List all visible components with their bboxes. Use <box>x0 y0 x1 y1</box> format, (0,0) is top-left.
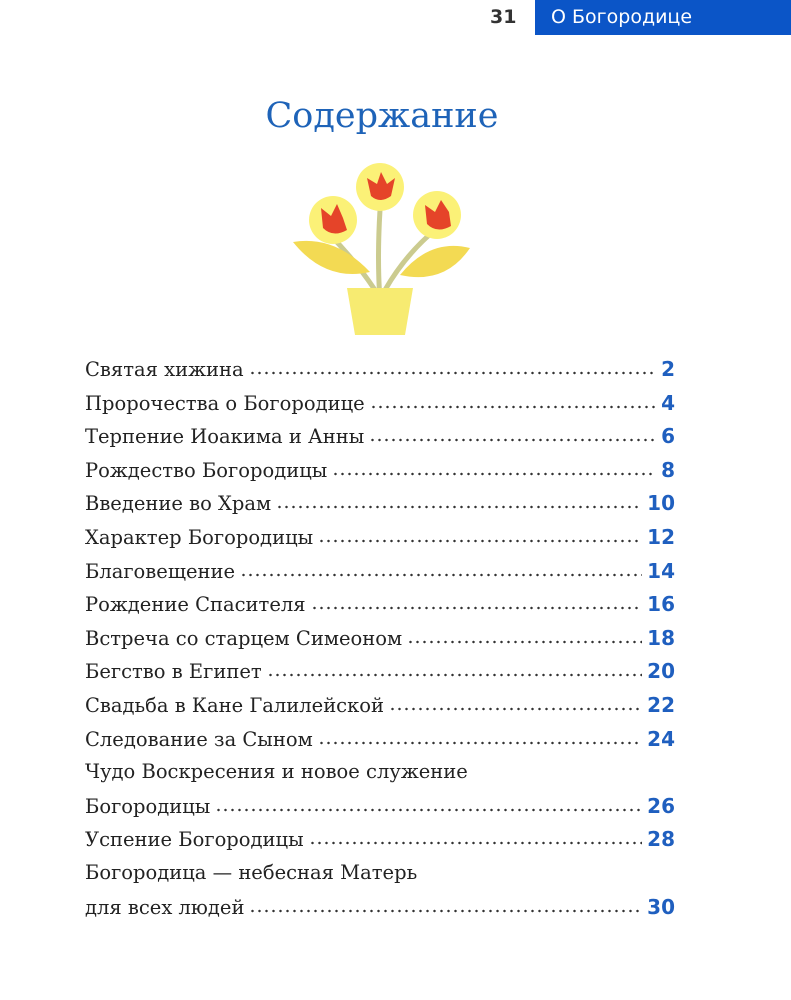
toc-entry-title: Свадьба в Кане Галилейской <box>85 693 385 717</box>
toc-entry-title: Богородицы <box>85 794 211 818</box>
toc-page-number: 4 <box>661 390 675 415</box>
page-title: Содержание <box>265 96 499 136</box>
toc-entry[interactable] <box>85 491 675 525</box>
toc-page-number: 30 <box>647 894 675 919</box>
dot-leader <box>389 707 642 711</box>
toc-entry[interactable] <box>85 626 675 660</box>
dot-leader <box>369 438 656 442</box>
toc-page-number: 26 <box>647 793 675 818</box>
toc-page-number: 14 <box>647 558 675 583</box>
toc-entry-title: Благовещение <box>85 559 236 583</box>
dot-leader <box>215 808 642 812</box>
toc-page-number: 16 <box>647 592 675 617</box>
toc-entry[interactable] <box>85 895 675 929</box>
dot-leader <box>318 539 642 543</box>
toc-entry[interactable] <box>85 727 675 761</box>
toc-page-number: 12 <box>647 524 675 549</box>
dot-leader <box>276 505 642 509</box>
dot-leader <box>311 606 643 610</box>
toc-page-number: 18 <box>647 625 675 650</box>
toc-entry[interactable] <box>85 794 675 828</box>
dot-leader <box>407 640 642 644</box>
toc-entry-line <box>85 760 675 794</box>
toc-entry-title: Рождество Богородицы <box>85 458 328 482</box>
toc-entry-title: Бегство в Египет <box>85 660 262 684</box>
toc-entry-title: Богородица — небесная Матерь <box>85 860 418 884</box>
dot-leader <box>309 841 643 845</box>
dot-leader <box>370 405 656 409</box>
section-header: О Богородице <box>535 0 791 35</box>
toc-entry-title: Чудо Воскресения и новое служение <box>85 760 468 784</box>
dot-leader <box>240 573 642 577</box>
dot-leader <box>318 741 642 745</box>
toc-page-number: 2 <box>661 357 675 381</box>
dot-leader <box>267 673 642 677</box>
toc-page-number: 8 <box>661 457 675 482</box>
toc-entry[interactable] <box>85 525 675 559</box>
toc-entry-title: Введение во Храм <box>85 492 272 516</box>
toc-entry-title: Рождение Спасителя <box>85 593 306 617</box>
toc-entry[interactable] <box>85 357 675 391</box>
table-of-contents <box>85 357 675 928</box>
toc-entry-title: Следование за Сыном <box>85 727 313 751</box>
toc-page-number: 10 <box>647 491 675 516</box>
toc-entry-title: для всех людей <box>85 895 245 919</box>
toc-page-number: 24 <box>647 726 675 751</box>
toc-entry[interactable] <box>85 458 675 492</box>
toc-entry[interactable] <box>85 659 675 693</box>
dot-leader <box>332 472 656 476</box>
dot-leader <box>249 909 642 913</box>
toc-entry-title: Характер Богородицы <box>85 525 314 549</box>
toc-entry[interactable] <box>85 592 675 626</box>
toc-entry[interactable] <box>85 391 675 425</box>
toc-page-number: 20 <box>647 659 675 684</box>
toc-entry-line <box>85 861 675 895</box>
toc-entry-title: Встреча со старцем Симеоном <box>85 626 403 650</box>
toc-page-number: 22 <box>647 692 675 717</box>
toc-page-number: 28 <box>647 827 675 852</box>
toc-entry-title: Святая хижина <box>85 358 244 381</box>
toc-entry-title: Успение Богородицы <box>85 828 304 852</box>
toc-entry-title: Терпение Иоакима и Анны <box>85 425 365 449</box>
flower-illustration <box>285 160 475 340</box>
toc-entry[interactable] <box>85 827 675 861</box>
toc-page-number: 6 <box>661 424 675 449</box>
toc-entry[interactable] <box>85 424 675 458</box>
toc-entry[interactable] <box>85 559 675 593</box>
toc-entry-title: Пророчества о Богородице <box>85 391 365 415</box>
dot-leader <box>249 371 656 375</box>
page-number: 31 <box>490 6 517 28</box>
toc-entry[interactable] <box>85 693 675 727</box>
